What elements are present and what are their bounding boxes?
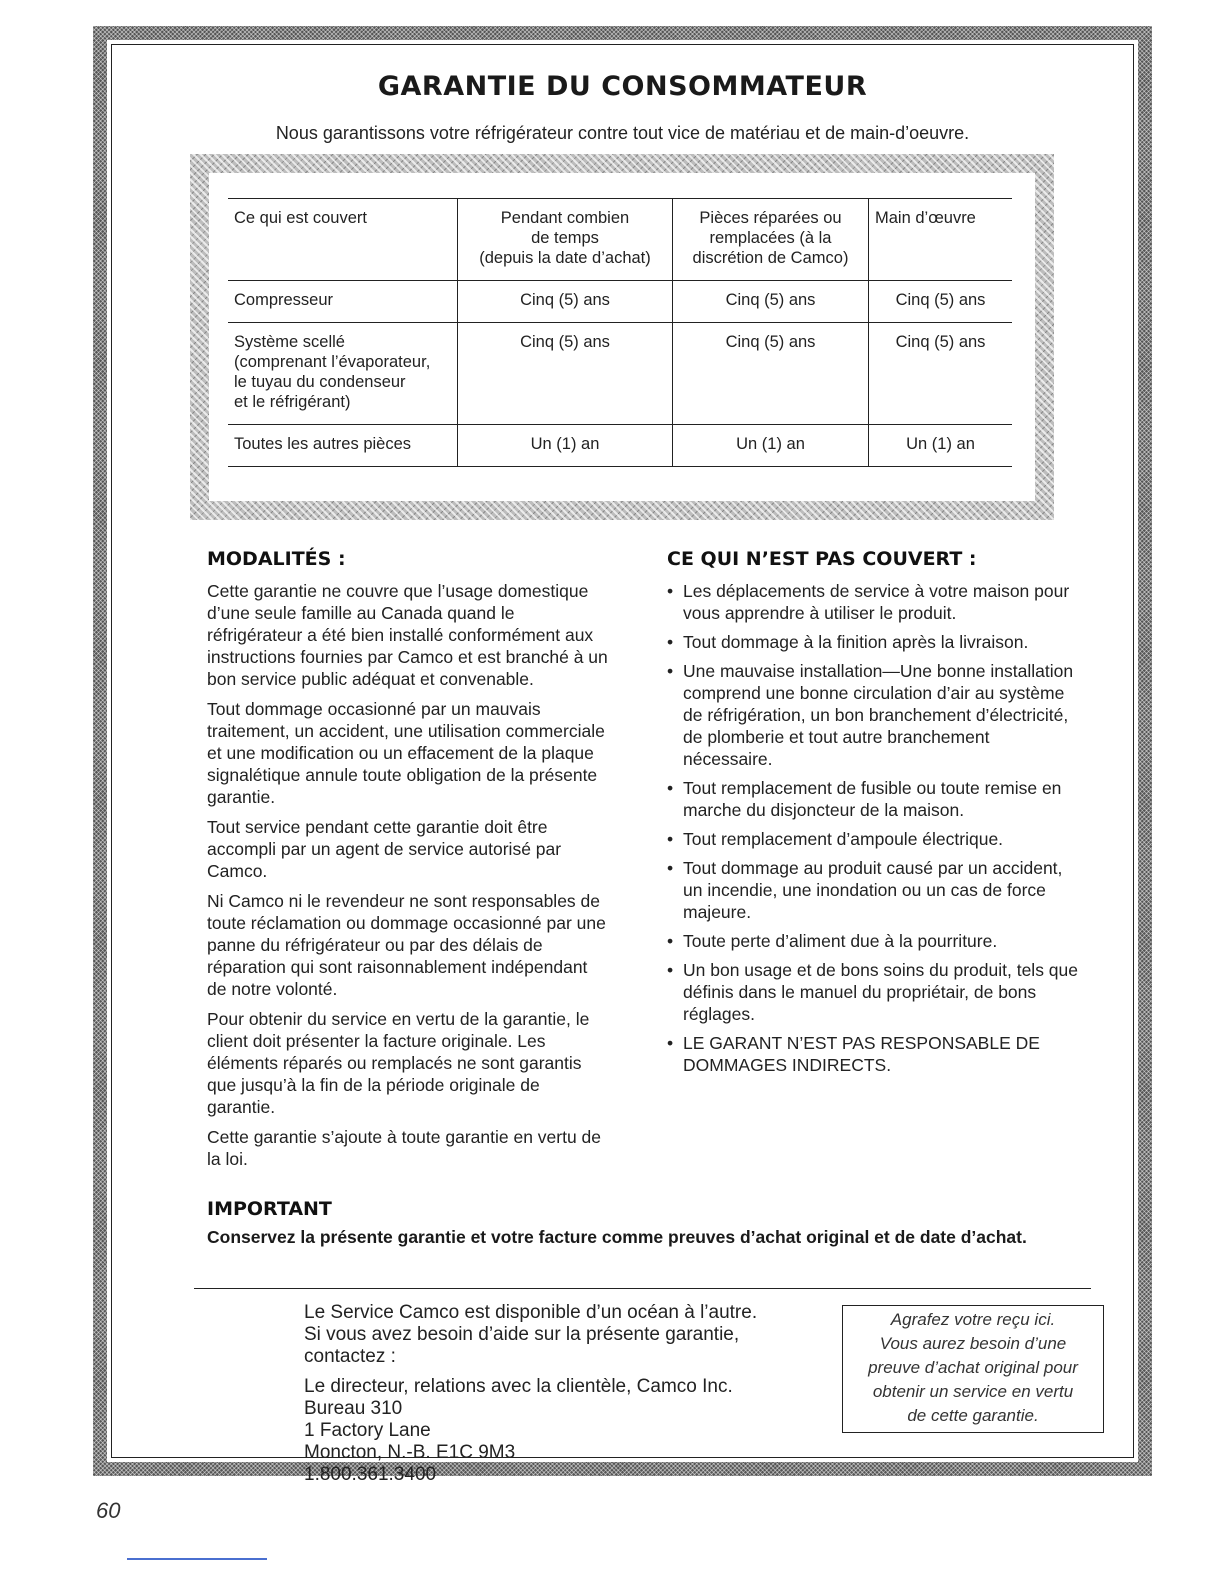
table-cell: Un (1) an xyxy=(458,425,673,467)
table-cell: Cinq (5) ans xyxy=(458,323,673,425)
table-cell: Cinq (5) ans xyxy=(869,281,1013,323)
table-row xyxy=(228,323,1012,425)
list-item: • Tout dommage au produit causé par un accident, un incendie, une inondation ou un cas de force majeure. xyxy=(667,857,1082,923)
modalites-paragraph: Ni Camco ni le revendeur ne sont responsables de toute réclamation ou dommage occasionné par une panne du réfrigérateur ou par des délais de réparation qui sont raisonnablement indépendant de notre volonté. xyxy=(207,891,606,999)
table-header-row xyxy=(228,199,1012,281)
list-item: • Un bon usage et de bons soins du produit, tels que définis dans le manuel du propriétair, de bons réglages. xyxy=(667,959,1082,1025)
staple-receipt-box: Agrafez votre reçu ici. Vous aurez besoin d’une preuve d’achat original pour obtenir un service en vertu de cette garantie. xyxy=(842,1305,1104,1433)
coverage-table-area xyxy=(209,173,1035,501)
divider xyxy=(194,1288,1091,1289)
table-cell: Un (1) an xyxy=(869,425,1013,467)
contact-address: Le directeur, relations avec la clientèle, Camco Inc. Bureau 310 1 Factory Lane Moncton, N.-B. E1C 9M3 1.800.361.3400 xyxy=(304,1376,733,1485)
list-item: • LE GARANT N’EST PAS RESPONSABLE DE DOMMAGES INDIRECTS. xyxy=(667,1032,1082,1076)
table-cell: Cinq (5) ans xyxy=(458,281,673,323)
table-cell: Cinq (5) ans xyxy=(673,323,869,425)
list-item: • Une mauvaise installation—Une bonne installation comprend une bonne circulation d’air au système de réfrigération, un bon branchement d’électricité, de plomberie et tout autre branchement nécessaire. xyxy=(667,660,1082,770)
page-number: 60 xyxy=(96,1498,121,1523)
table-header: Main d’œuvre xyxy=(869,199,1013,281)
table-cell: Toutes les autres pièces xyxy=(234,435,412,453)
list-item: • Toute perte d’aliment due à la pourriture. xyxy=(667,930,1082,952)
table-row xyxy=(228,425,1012,467)
modalites-heading: MODALITÉS : xyxy=(207,548,346,570)
table-cell: Un (1) an xyxy=(673,425,869,467)
table-header: Pendant combien de temps (depuis la date d’achat) xyxy=(458,199,673,281)
not-covered-list xyxy=(667,580,1082,1076)
page-title: GARANTIE DU CONSOMMATEUR xyxy=(377,71,868,102)
page-border xyxy=(93,26,1152,1485)
table-cell: Système scellé (comprenant l’évaporateur, le tuyau du condenseur et le réfrigérant) xyxy=(234,333,431,411)
modalites-section xyxy=(207,548,609,1178)
important-section xyxy=(207,1198,1107,1248)
important-text: Conservez la présente garantie et votre facture comme preuves d’achat original et de date d’achat. xyxy=(207,1227,1027,1247)
modalites-paragraph: Cette garantie s’ajoute à toute garantie en vertu de la loi. xyxy=(207,1127,602,1169)
page-content xyxy=(107,40,1138,1485)
list-item: • Tout remplacement d’ampoule électrique. xyxy=(667,828,1082,850)
footer-line xyxy=(127,1558,267,1560)
important-heading: IMPORTANT xyxy=(207,1198,332,1220)
modalites-paragraph: Tout dommage occasionné par un mauvais traitement, un accident, une utilisation commerciale et une modification ou un effacement de la plaque signalétique annule toute obligation de la présente garantie. xyxy=(207,699,605,807)
table-cell: Compresseur xyxy=(234,291,334,309)
table-cell: Cinq (5) ans xyxy=(673,281,869,323)
table-cell: Cinq (5) ans xyxy=(869,323,1013,425)
modalites-paragraph: Pour obtenir du service en vertu de la garantie, le client doit présenter la facture originale. Les éléments réparés ou remplacés ne sont garantis que jusqu’à la fin de la période originale de garantie. xyxy=(207,1009,590,1117)
modalites-paragraph: Cette garantie ne couvre que l’usage domestique d’une seule famille au Canada quand le réfrigérateur a été bien installé conformément aux instructions fournies par Camco et est branché à un bon service public adéquat et convenable. xyxy=(207,581,608,689)
modalites-paragraph: Tout service pendant cette garantie doit être accompli par un agent de service autorisé par Camco. xyxy=(207,817,562,881)
page-subtitle: Nous garantissons votre réfrigérateur contre tout vice de matériau et de main-d’oeuvre. xyxy=(275,123,970,143)
list-item: • Tout dommage à la finition après la livraison. xyxy=(667,631,1082,653)
contact-block xyxy=(304,1302,757,1494)
coverage-table xyxy=(228,198,1012,467)
table-header: Ce qui est couvert xyxy=(234,209,367,227)
contact-intro: Le Service Camco est disponible d’un océan à l’autre. Si vous avez besoin d’aide sur la présente garantie, contactez : xyxy=(304,1302,758,1367)
not-covered-heading: CE QUI N’EST PAS COUVERT : xyxy=(667,548,977,570)
table-row xyxy=(228,281,1012,323)
coverage-table-frame xyxy=(190,154,1054,520)
list-item: • Tout remplacement de fusible ou toute remise en marche du disjoncteur de la maison. xyxy=(667,777,1082,821)
not-covered-section xyxy=(667,548,1082,1083)
list-item: • Les déplacements de service à votre maison pour vous apprendre à utiliser le produit. xyxy=(667,580,1082,624)
table-header: Pièces réparées ou remplacées (à la discrétion de Camco) xyxy=(673,199,869,281)
